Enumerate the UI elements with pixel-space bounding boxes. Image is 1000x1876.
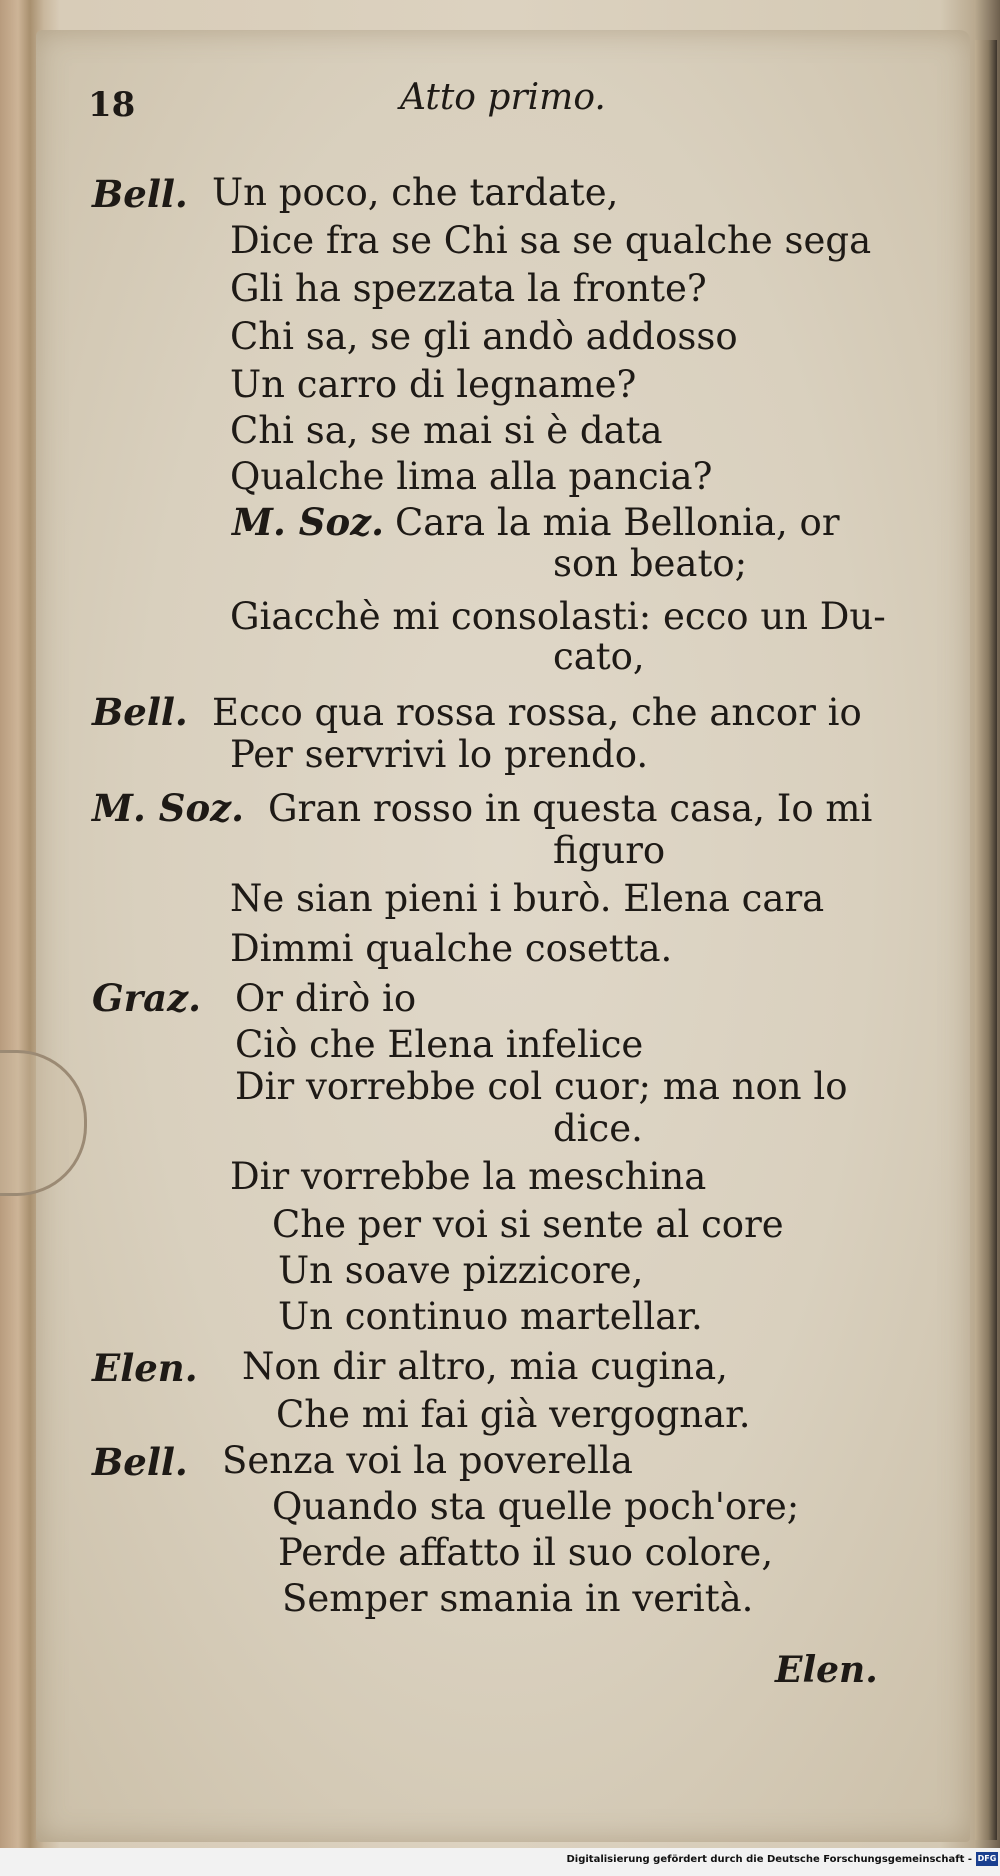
verse-line: Gli ha spezzata la fronte? xyxy=(230,267,707,310)
speaker-label: Bell. xyxy=(92,690,188,734)
page-edge xyxy=(975,40,997,1840)
verse-line: Un soave pizzicore, xyxy=(278,1249,644,1292)
catchword: Elen. xyxy=(775,1649,878,1691)
speaker-label: Bell. xyxy=(92,172,188,216)
verse-line: Senza voi la poverella xyxy=(222,1439,633,1482)
speaker-label: M. Soz. xyxy=(92,786,245,830)
verse-line: son beato; xyxy=(553,542,748,585)
verse-line: Giacchè mi consolasti: ecco un Du- xyxy=(230,595,886,638)
running-head: Atto primo. xyxy=(400,77,606,118)
verse-line: Dice fra se Chi sa se qualche sega xyxy=(230,219,872,262)
verse-line: dice. xyxy=(553,1107,643,1150)
verse-line: Ciò che Elena infelice xyxy=(235,1023,644,1066)
verse-line: Perde affatto il suo colore, xyxy=(278,1531,774,1574)
speaker-label: Bell. xyxy=(92,1440,188,1484)
verse-line: Un continuo martellar. xyxy=(278,1295,703,1338)
speaker-label: M. Soz. xyxy=(232,500,385,544)
verse-line: Che per voi si sente al core xyxy=(272,1203,784,1246)
speaker-label: Elen. xyxy=(92,1346,198,1390)
verse-line: Dir vorrebbe la meschina xyxy=(230,1155,707,1198)
verse-line: Non dir altro, mia cugina, xyxy=(242,1345,728,1388)
verse-line: Ecco qua rossa rossa, che ancor io xyxy=(212,691,862,734)
verse-line: Or dirò io xyxy=(235,977,417,1020)
page-number: 18 xyxy=(88,85,136,125)
verse-line: Semper smania in verità. xyxy=(282,1577,754,1620)
verse-line: Che mi fai già vergognar. xyxy=(276,1393,751,1436)
verse-line: Qualche lima alla pancia? xyxy=(230,455,713,498)
verse-line: Dimmi qualche cosetta. xyxy=(230,927,673,970)
speaker-label: Graz. xyxy=(92,976,201,1020)
verse-line: Per servrivi lo prendo. xyxy=(230,733,649,776)
verse-line: cato, xyxy=(553,635,645,678)
verse-line: Dir vorrebbe col cuor; ma non lo xyxy=(235,1065,848,1108)
verse-line: Chi sa, se gli andò addosso xyxy=(230,315,738,358)
verse-line: Gran rosso in questa casa, Io mi xyxy=(268,787,873,830)
verse-line: Un poco, che tardate, xyxy=(212,171,619,214)
verse-line: Ne sian pieni i burò. Elena cara xyxy=(230,877,825,920)
verse-line: Un carro di legname? xyxy=(230,363,637,406)
verse-line: figuro xyxy=(553,829,666,872)
verse-line: Chi sa, se mai si è data xyxy=(230,409,663,452)
dfg-logo: DFG xyxy=(976,1852,998,1866)
digitization-credit: Digitalisierung gefördert durch die Deutsche Forschungsgemeinschaft - xyxy=(566,1854,972,1865)
verse-line: Quando sta quelle poch'ore; xyxy=(272,1485,800,1528)
verse-line: Cara la mia Bellonia, or xyxy=(395,501,840,544)
